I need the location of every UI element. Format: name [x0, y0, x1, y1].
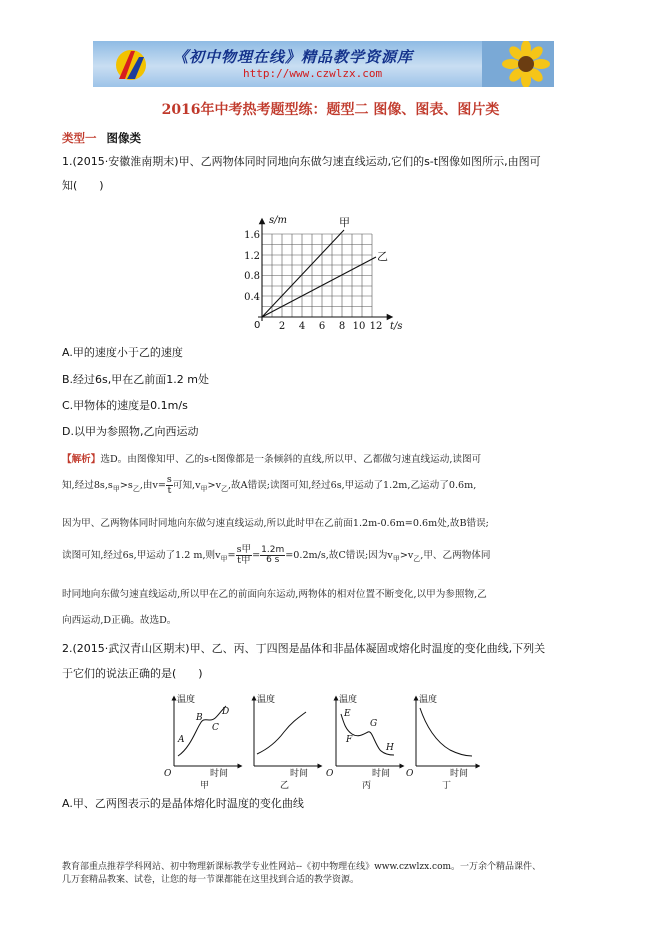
q1-xtick: 12: [369, 321, 383, 332]
svg-text:C: C: [212, 723, 219, 733]
q1-analysis-line6: 向西运动,D正确。故选D。: [62, 615, 177, 626]
analysis-tag: 【解析】: [62, 454, 101, 465]
q2-stem-line1: 2.(2015·武汉青山区期末)甲、乙、丙、丁四图是晶体和非晶体凝固或熔化时温度的变化曲线,下列关: [62, 642, 546, 655]
svg-text:A: A: [178, 735, 185, 745]
type-label: 类型一: [62, 131, 97, 145]
banner-url[interactable]: http://www.czwlzx.com: [243, 67, 383, 80]
svg-text:甲: 甲: [200, 781, 210, 790]
q1-ytick: 1.6: [244, 230, 260, 241]
q2-stem-line2: 于它们的说法正确的是( ): [62, 667, 203, 680]
svg-text:温度: 温度: [257, 695, 276, 705]
graph-bing: [326, 693, 402, 790]
svg-text:G: G: [370, 719, 378, 729]
q1-xlabel: t/s: [390, 321, 403, 332]
svg-text:时间: 时间: [372, 769, 391, 779]
q1-ytick: 1.2: [244, 251, 260, 262]
svg-text:E: E: [344, 709, 351, 719]
q1-graph-grid: [262, 234, 372, 317]
svg-text:F: F: [346, 735, 353, 745]
svg-text:O: O: [406, 769, 414, 779]
q1-st-graph: [240, 213, 410, 335]
svg-text:丁: 丁: [442, 781, 452, 790]
q1-label-jia: 甲: [339, 216, 350, 229]
svg-text:温度: 温度: [419, 695, 438, 705]
svg-text:时间: 时间: [290, 769, 309, 779]
q1-xtick: 2: [278, 321, 286, 332]
q1-analysis-line3: 因为甲、乙两物体同时同地向东做匀速直线运动,所以此时甲在乙前面1.2m-0.6m=0.6m处,故B错误;: [62, 518, 489, 529]
q1-xtick: 10: [352, 321, 366, 332]
q1-analysis-line5: 时同地向东做匀速直线运动,所以甲在乙的前面向东运动,两物体的相对位置不断变化,以甲为参照物,乙: [62, 589, 487, 600]
graph-yi: [254, 693, 320, 790]
q1-option-d: D.以甲为参照物,乙向西运动: [62, 425, 199, 438]
page-footer: [62, 861, 541, 887]
type-name: 图像类: [106, 131, 142, 145]
q1-label-yi: 乙: [377, 250, 388, 263]
svg-text:B: B: [196, 713, 203, 723]
q2-graphs: [160, 690, 480, 790]
header-banner: [93, 41, 554, 87]
q1-ytick: 0.4: [244, 292, 260, 303]
svg-text:温度: 温度: [339, 695, 358, 705]
q1-analysis-line2: 知,经过$8s,s_甲>s_乙$,由v= $\frac{s}{t}$ 可知$,v_甲>v_乙$,故A错误;读图可知,经过6s,甲运动了1.2m,乙运动了0.6m,: [62, 474, 477, 497]
q1-analysis-line1: 【解析】选D。由图像知甲、乙的s-t图像都是一条倾斜的直线,所以甲、乙都做匀速直线运动,读图可: [62, 454, 482, 465]
q1-option-c: C.甲物体的速度是0.1m/s: [62, 399, 188, 412]
svg-text:O: O: [164, 769, 172, 779]
svg-text:时间: 时间: [210, 769, 229, 779]
sunflower-image: [482, 41, 554, 87]
svg-text:温度: 温度: [177, 695, 196, 705]
svg-text:D: D: [222, 707, 230, 717]
site-logo: [109, 45, 157, 83]
velocity-fraction: $\frac{s}{t}$: [166, 474, 172, 497]
q1-option-a: A.甲的速度小于乙的速度: [62, 346, 183, 359]
q1-line-yi: [262, 257, 376, 317]
q2-option-a: A.甲、乙两图表示的是晶体熔化时温度的变化曲线: [62, 797, 304, 810]
footer-line1: 教育部重点推荐学科网站、初中物理新课标教学专业性网站--《初中物理在线》www.czwlzx.com。一万余个精品课件、: [62, 862, 542, 872]
q1-xtick: 8: [338, 321, 346, 332]
type-heading: [62, 130, 141, 146]
q1-origin: 0: [254, 320, 261, 331]
banner-title: 《初中物理在线》精品教学资源库: [173, 48, 414, 66]
q1-ytick: 0.8: [244, 271, 260, 282]
q1-analysis-line4: 读图可知,经过6s,甲运动了1.2 m,则$v_甲=$ $\frac{\text{s甲}}{\text{t甲}}$ = $\frac{1.2m}{6 s}$ =0.2m/s,故C错误;因为$v_甲>v_乙$,甲、乙两物体同: [62, 544, 491, 567]
q1-option-b: B.经过6s,甲在乙前面1.2 m处: [62, 373, 209, 386]
q1-ylabel: s/m: [269, 215, 287, 226]
graph-jia: [164, 693, 240, 790]
svg-text:O: O: [326, 769, 334, 779]
speed-fraction-numeric: $\frac{1.2m}{6 s}$: [261, 544, 285, 566]
q1-xtick: 6: [318, 321, 326, 332]
svg-text:丙: 丙: [362, 781, 372, 790]
graph-ding: [406, 693, 478, 790]
q1-xtick: 4: [298, 321, 306, 332]
q1-stem-line2: 知( ): [62, 179, 104, 192]
footer-line2: 几万套精品教案、试卷，让您的每一节课都能在这里找到合适的教学资源。: [62, 875, 360, 885]
svg-text:时间: 时间: [450, 769, 469, 779]
q1-stem-line1: 1.(2015·安徽淮南期末)甲、乙两物体同时同地向东做匀速直线运动,它们的s-t图像如图所示,由图可: [62, 155, 541, 168]
svg-text:乙: 乙: [280, 781, 290, 790]
document-title: 2016年中考热考题型练：题型二 图像、图表、图片类: [161, 102, 500, 118]
svg-text:H: H: [386, 743, 394, 753]
speed-fraction-symbolic: $\frac{\text{s甲}}{\text{t甲}}$: [236, 544, 252, 567]
